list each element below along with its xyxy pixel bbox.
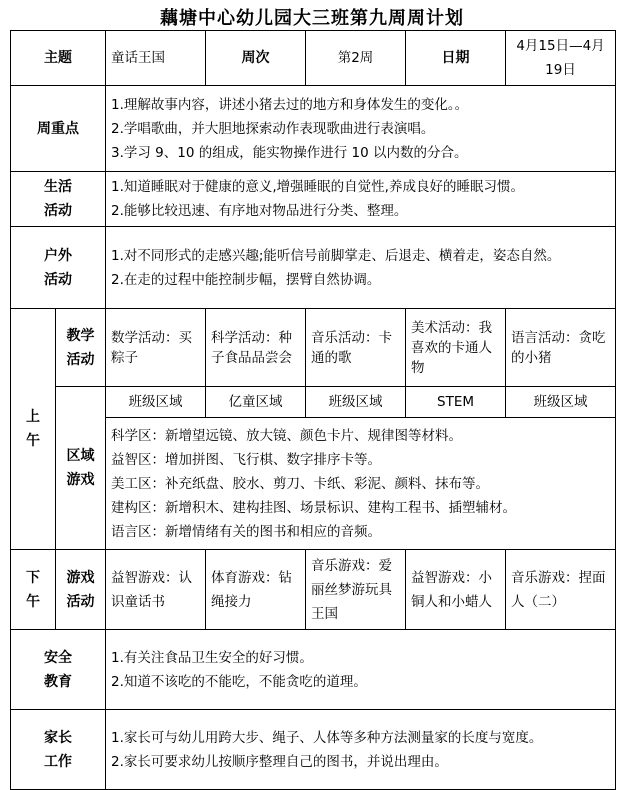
outdoor-content <box>106 227 616 309</box>
teaching-cell: 语言活动：贪吃的小猪 <box>506 309 616 387</box>
area-content <box>106 418 616 550</box>
zone-cell: 亿童区域 <box>206 387 306 418</box>
parents-label-line: 家长 <box>44 729 72 746</box>
game-cell: 益智游戏：认识童话书 <box>106 550 206 630</box>
game-cell: 体育游戏：钻绳接力 <box>206 550 306 630</box>
focus-label: 周重点 <box>11 86 106 172</box>
area-label-line: 区域 <box>66 448 95 464</box>
area-item: 美工区：补充纸盘、胶水、剪刀、卡纸、彩泥、颜料、抹布等。 <box>111 475 489 492</box>
area-label-line: 游戏 <box>66 472 95 488</box>
area-item: 语言区：新增情绪有关的图书和相应的音频。 <box>111 523 381 540</box>
teaching-cell: 音乐活动：卡通的歌 <box>306 309 406 387</box>
life-content <box>106 172 616 227</box>
area-item: 建构区：新增积木、建构挂图、场景标识、建构工程书、插塑辅材。 <box>111 499 516 516</box>
zone-row <box>11 387 616 418</box>
theme-value: 童话王国 <box>106 31 206 86</box>
life-label <box>11 172 106 227</box>
outdoor-item: 2.在走的过程中能控制步幅，摆臂自然协调。 <box>111 271 381 288</box>
safety-item: 1.有关注食品卫生安全的好习惯。 <box>111 649 313 666</box>
life-row <box>11 172 616 227</box>
safety-row <box>11 630 616 710</box>
focus-item: 1.理解故事内容，讲述小猪去过的地方和身体发生的变化。。 <box>111 96 469 113</box>
afternoon-label-line: 午 <box>26 593 40 610</box>
safety-content <box>106 630 616 710</box>
afternoon-label-line: 下 <box>26 569 40 586</box>
weekly-plan-table <box>10 30 616 790</box>
area-label <box>56 387 106 550</box>
teaching-label-line: 教学 <box>66 327 95 344</box>
info-row <box>11 31 616 86</box>
teaching-cell: 科学活动：种子食品品尝会 <box>206 309 306 387</box>
focus-item: 3.学习 9、10 的组成，能实物操作进行 10 以内数的分合。 <box>111 144 468 161</box>
morning-label <box>11 309 56 550</box>
parents-label-line: 工作 <box>44 753 72 770</box>
outdoor-label-line: 活动 <box>44 271 72 288</box>
zone-cell: 班级区域 <box>506 387 616 418</box>
life-item: 2.能够比较迅速、有序地对物品进行分类、整理。 <box>111 203 408 219</box>
morning-label-line: 上 <box>26 409 40 425</box>
games-label <box>56 550 106 630</box>
page-title: 藕塘中心幼儿园大三班第九周周计划 <box>160 8 464 29</box>
area-item: 益智区：增加拼图、飞行棋、数字排序卡等。 <box>111 451 381 468</box>
teaching-cell: 数学活动：买粽子 <box>106 309 206 387</box>
parents-item: 2.家长可要求幼儿按顺序整理自己的图书，并说出理由。 <box>111 753 448 770</box>
theme-label: 主题 <box>11 31 106 86</box>
games-label-line: 活动 <box>66 593 95 610</box>
safety-label-line: 安全 <box>44 649 72 666</box>
game-cell: 益智游戏：小铜人和小蜡人 <box>406 550 506 630</box>
zone-cell: 班级区域 <box>306 387 406 418</box>
life-item: 1.知道睡眠对于健康的意义,增强睡眠的自觉性,养成良好的睡眠习惯。 <box>111 179 524 195</box>
teaching-label-line: 活动 <box>66 351 95 368</box>
games-label-line: 游戏 <box>66 569 95 586</box>
teaching-cell: 美术活动：我喜欢的卡通人物 <box>406 309 506 387</box>
outdoor-label-line: 户外 <box>44 247 72 264</box>
focus-item: 2.学唱歌曲，并大胆地探索动作表现歌曲进行表演唱。 <box>111 120 435 137</box>
outdoor-item: 1.对不同形式的走感兴趣;能听信号前脚掌走、后退走、横着走，姿态自然。 <box>111 247 561 264</box>
date-value: 4月15日—4月19日 <box>506 31 616 86</box>
zone-cell: 班级区域 <box>106 387 206 418</box>
safety-item: 2.知道不该吃的不能吃，不能贪吃的道理。 <box>111 673 367 690</box>
teaching-row <box>11 309 616 387</box>
outdoor-label <box>11 227 106 309</box>
teaching-label <box>56 309 106 387</box>
date-label: 日期 <box>406 31 506 86</box>
life-label-line: 生活 <box>44 179 72 195</box>
parents-item: 1.家长可与幼儿用跨大步、绳子、人体等多种方法测量家的长度与宽度。 <box>111 729 543 746</box>
week-label: 周次 <box>206 31 306 86</box>
life-label-line: 活动 <box>44 203 72 219</box>
game-cell: 音乐游戏：爱丽丝梦游玩具王国 <box>306 550 406 630</box>
game-cell: 音乐游戏：捏面人（二） <box>506 550 616 630</box>
week-value: 第2周 <box>306 31 406 86</box>
focus-content <box>106 86 616 172</box>
morning-label-line: 午 <box>26 433 40 449</box>
focus-row <box>11 86 616 172</box>
afternoon-row <box>11 550 616 630</box>
afternoon-label <box>11 550 56 630</box>
safety-label <box>11 630 106 710</box>
safety-label-line: 教育 <box>44 673 72 690</box>
zone-cell: STEM <box>406 387 506 418</box>
area-item: 科学区：新增望远镜、放大镜、颜色卡片、规律图等材料。 <box>111 427 462 444</box>
outdoor-row <box>11 227 616 309</box>
